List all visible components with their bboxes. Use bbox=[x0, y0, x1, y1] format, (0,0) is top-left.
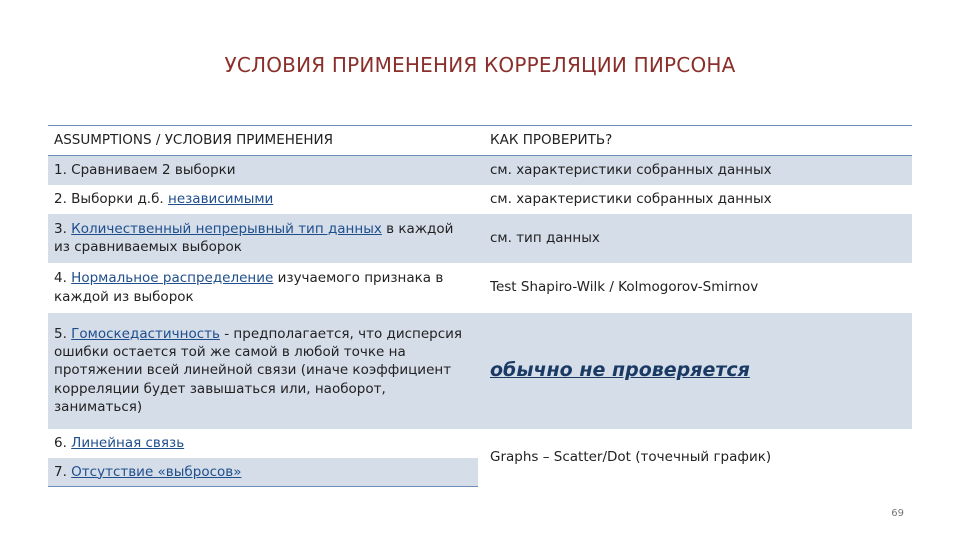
assumption-cell bbox=[48, 263, 478, 313]
table-row bbox=[48, 185, 912, 214]
assumption-prefix: 4. bbox=[54, 270, 72, 287]
table-row bbox=[48, 214, 912, 263]
table-row bbox=[48, 313, 912, 429]
check-cell bbox=[478, 313, 912, 429]
assumption-prefix: 3. bbox=[54, 220, 72, 237]
header-assumptions: ASSUMPTIONS / УСЛОВИЯ ПРИМЕНЕНИЯ bbox=[48, 126, 478, 156]
assumptions-table bbox=[48, 125, 912, 487]
page-number: 69 bbox=[891, 508, 904, 519]
assumption-cell bbox=[48, 429, 478, 458]
assumption-cell bbox=[48, 313, 478, 429]
assumption-link[interactable]: Гомоскедастичность bbox=[71, 325, 220, 342]
check-cell: см. тип данных bbox=[478, 214, 912, 263]
assumption-prefix: 2. Выборки д.б. bbox=[54, 190, 168, 207]
table-header-row bbox=[48, 126, 912, 156]
check-cell: Graphs – Scatter/Dot (точечный график) bbox=[478, 429, 912, 487]
check-cell: см. характеристики собранных данных bbox=[478, 156, 912, 185]
assumption-link[interactable]: независимыми bbox=[168, 190, 274, 207]
check-cell: Test Shapiro-Wilk / Kolmogorov-Smirnov bbox=[478, 263, 912, 313]
assumption-text: изучаемого признака в каждой из выборок bbox=[54, 270, 444, 305]
assumption-text: в каждой из сравниваемых выборок bbox=[54, 220, 454, 255]
assumption-cell bbox=[48, 185, 478, 214]
assumption-link[interactable]: Нормальное распределение bbox=[71, 270, 274, 287]
assumption-link[interactable]: Количественный непрерывный тип данных bbox=[71, 220, 382, 237]
assumption-cell bbox=[48, 214, 478, 263]
assumption-prefix: 5. bbox=[54, 325, 72, 342]
table-row bbox=[48, 429, 912, 458]
assumption-text: - предполагается, что дисперсия ошибки остается той же самой в любой точке на протяжении всей линейной связи (иначе коэффициент корреляции будет завышаться или, наоборот, заниматься) bbox=[54, 325, 463, 415]
assumption-cell: 1. Сравниваем 2 выборки bbox=[48, 156, 478, 185]
assumption-link[interactable]: Линейная связь bbox=[71, 434, 185, 451]
header-how-to-check: КАК ПРОВЕРИТЬ? bbox=[478, 126, 912, 156]
slide-title: УСЛОВИЯ ПРИМЕНЕНИЯ КОРРЕЛЯЦИИ ПИРСОНА bbox=[224, 53, 736, 77]
check-cell: см. характеристики собранных данных bbox=[478, 185, 912, 214]
assumption-prefix: 6. bbox=[54, 434, 72, 451]
not-checked-label: обычно не проверяется bbox=[490, 358, 750, 381]
assumption-link[interactable]: Отсутствие «выбросов» bbox=[71, 463, 242, 480]
assumption-prefix: 7. bbox=[54, 463, 72, 480]
table-row bbox=[48, 263, 912, 313]
table-row bbox=[48, 156, 912, 185]
assumption-cell bbox=[48, 458, 478, 487]
